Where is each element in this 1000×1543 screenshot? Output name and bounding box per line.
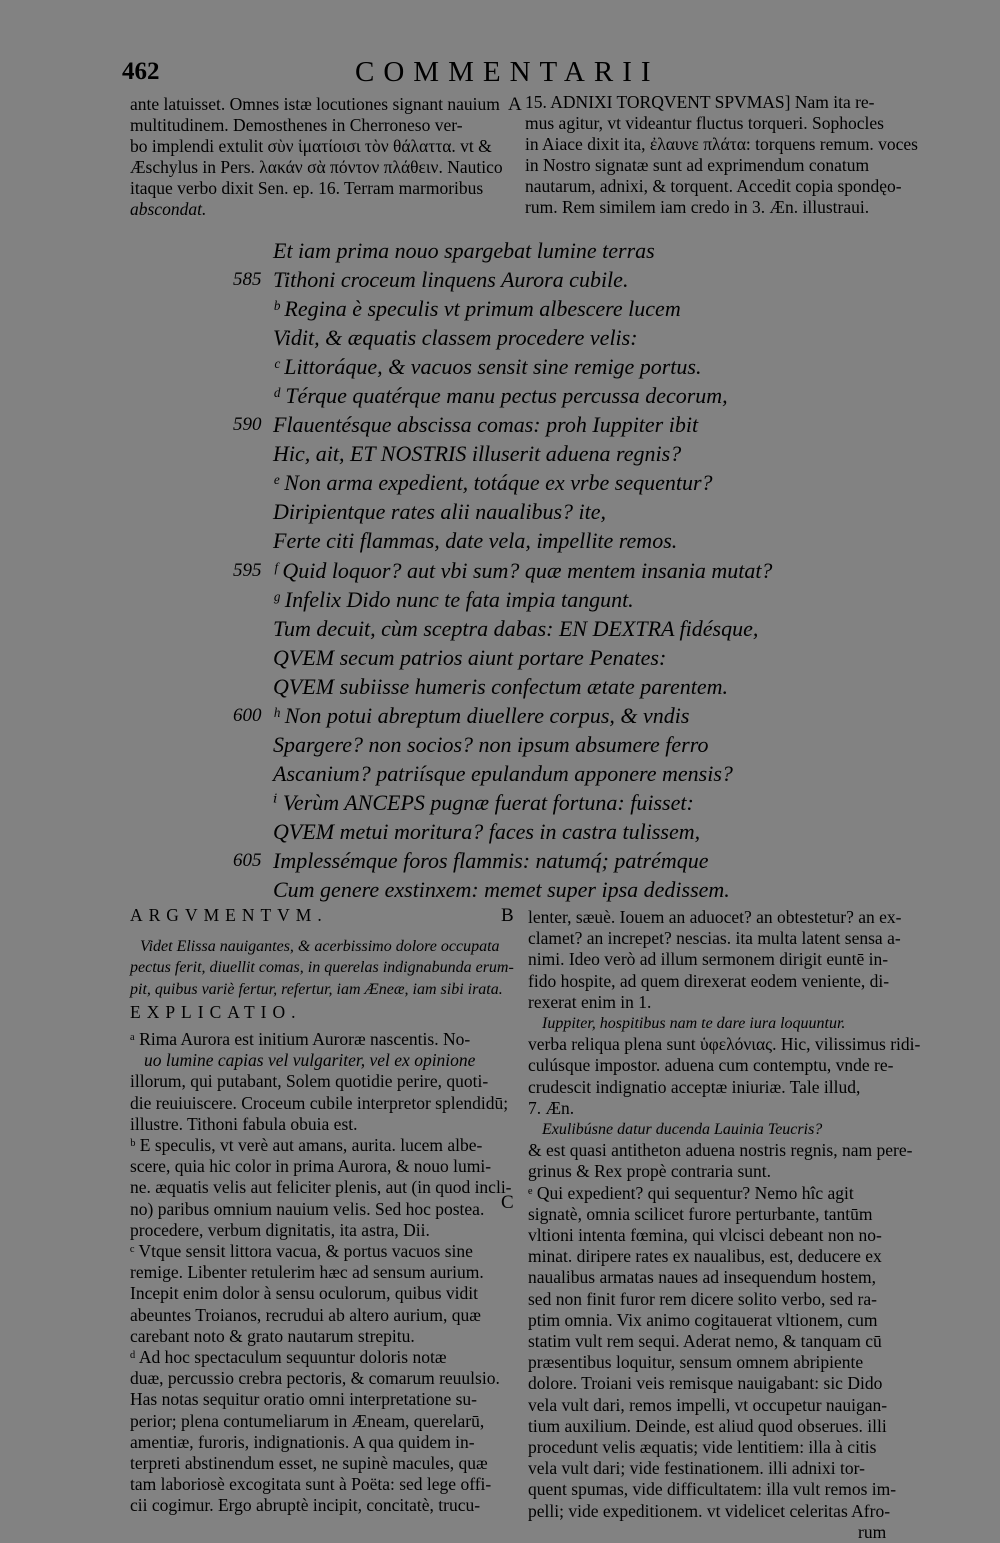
verse-line — [233, 265, 793, 294]
verse-line — [233, 439, 793, 468]
text-line: die reuiuiscere. Croceum cubile interpretor splendidū; — [130, 1092, 509, 1113]
text-line: in Aiace dixit ita, ἐλαυνε πλάτα: torquens remum. voces — [525, 134, 918, 154]
text-line: vela vult dari, remos impelli, vt occupetur nauigan- — [528, 1394, 888, 1415]
verse-text: ᵍ Infelix Dido nunc te fata impia tangunt. — [273, 586, 634, 612]
verse-text: Hic, ait, ET NOSTRIS illuserit aduena regnis? — [273, 441, 682, 467]
text-line: ᵇ E speculis, vt verè aut amans, aurita. lucem albe- — [130, 1135, 483, 1156]
text-line: remige. Libenter retulerim hæc ad sensum aurium. — [130, 1262, 484, 1283]
verse-text: ᵈ Térque quatérque manu pectus percussa decorum, — [273, 383, 728, 409]
text-line: terpreti abstinendum esset, ne supinè macules, quæ — [130, 1453, 488, 1474]
text-line: nimi. Ideo verò ad illum sermonem dirigit euntē in- — [528, 949, 889, 970]
argumentum-heading: ARGVMENTVM. — [130, 905, 328, 925]
margin-letter-a: A — [508, 94, 522, 115]
verse-text: ⁱ Verùm ANCEPS pugnæ fuerat fortuna: fuisset: — [273, 789, 694, 815]
text-line: vela vult dari; vide festinationem. illi adnixi tor- — [528, 1458, 865, 1479]
text-line: itaque verbo dixit Sen. ep. 16. Terram marmoribus — [130, 178, 484, 198]
verse-number: 590 — [233, 414, 262, 436]
text-line: Videt Elissa nauigantes, & acerbissimo dolore occupata — [140, 938, 500, 956]
verse-block — [233, 236, 793, 904]
verse-text: QVEM metui moritura? faces in castra tulissem, — [273, 818, 701, 844]
verse-line — [233, 846, 793, 875]
text-line: Incepit enim dolor à sensu oculorum, quibus vidit — [130, 1283, 479, 1304]
verse-line — [233, 759, 793, 788]
text-line: abscondat. — [130, 199, 207, 219]
top-right-commentary — [525, 92, 918, 218]
verse-line — [233, 526, 793, 555]
text-line: amentiæ, furoris, indignationis. A qua quidem in- — [130, 1431, 475, 1452]
verse-number: 605 — [233, 849, 262, 871]
text-line: rum. Rem similem iam credo in 3. Æn. illustraui. — [525, 197, 870, 217]
text-line: clamet? an increpet? nescias. ita multa latent sensa a- — [528, 928, 901, 949]
verse-line — [233, 730, 793, 759]
text-line: fido hospite, ad quem direxerat eodem veniente, di- — [528, 970, 890, 991]
verse-line — [233, 817, 793, 846]
text-line: culúsque impostor. aduena cum contemptu, vnde re- — [528, 1055, 894, 1076]
verse-line — [233, 701, 793, 730]
verse-text: Vidit, & æquatis classem procedere velis: — [273, 325, 638, 351]
verse-line — [233, 323, 793, 352]
verse-number: 595 — [233, 559, 262, 581]
verse-text: ᶠ Quid loquor? aut vbi sum? quæ mentem insania mutat? — [273, 557, 773, 583]
text-line: minat. diripere rates ex naualibus, est, deducere ex — [528, 1246, 882, 1267]
verse-text: Ferte citi flammas, date vela, impellite remos. — [273, 528, 678, 554]
margin-letter-b: B — [501, 905, 514, 926]
quotation-line: Exulibúsne datur ducenda Lauinia Teucris? — [542, 1121, 823, 1139]
text-line: & est quasi antitheton aduena nostris regnis, nam pere- — [528, 1140, 913, 1161]
text-line: mus agitur, vt videantur fluctus torqueri. Sophocles — [525, 113, 884, 133]
text-line: grinus & Rex propè contraria sunt. — [528, 1161, 772, 1182]
text-line: crudescit indignatio acceptæ iniuriæ. Tale illud, — [528, 1076, 861, 1097]
verse-text: Flauentésque abscissa comas: proh Iuppiter ibit — [273, 412, 699, 438]
text-line: pit, quibus variè fertur, refertur, iam Æneæ, iam sibi irata. — [130, 980, 503, 998]
text-line: abeuntes Troianos, recrudui ab altero aurium, quæ — [130, 1304, 481, 1325]
verse-text: Spargere? non socios? non ipsum absumere ferro — [273, 731, 709, 757]
verse-text: Tum decuit, cùm sceptra dabas: EN DEXTRA fidésque, — [273, 615, 759, 641]
page-number: 462 — [122, 58, 160, 85]
text-line: procedere, verbum dignitatis, ita astra, Dii. — [130, 1219, 430, 1240]
text-line: pelli; vide expeditionem. vt videlicet celeritas Afro- — [528, 1500, 891, 1521]
text-line: cii cogimur. Ergo abruptè incipit, concitatè, trucu- — [130, 1495, 481, 1516]
text-line: præsentibus loquitur, sensum omnem abripiente — [528, 1352, 864, 1373]
text-line: pectus ferit, diuellit comas, in querelas indignabunda erum- — [130, 959, 514, 977]
text-line: dolore. Troiani veis remisque nauigabant: sic Dido — [528, 1373, 883, 1394]
text-line: ptim omnia. Vix animo cogitauerat vltionem, cum — [528, 1309, 878, 1330]
text-line: scere, quia hic color in prima Aurora, & nouo lumi- — [130, 1156, 492, 1177]
quotation-line: Iuppiter, hospitibus nam te dare iura loquuntur. — [542, 1015, 846, 1033]
verse-line — [233, 875, 793, 904]
text-line: naualibus armatas naues ad insequendum hostem, — [528, 1267, 876, 1288]
text-line: carebant noto & grato nautarum strepitu. — [130, 1325, 415, 1346]
text-line: Has notas sequitur oratio omni interpretatione su- — [130, 1389, 478, 1410]
text-line: duæ, percussio crebra pectoris, & comarum reuulsio. — [130, 1368, 500, 1389]
verse-line — [233, 352, 793, 381]
verse-line — [233, 788, 793, 817]
lower-right-column — [528, 907, 921, 1543]
text-line: signatè, omnia scilicet furore perturbante, tantūm — [528, 1203, 873, 1224]
verse-text: Diripientque rates alii naualibus? ite, — [273, 499, 607, 525]
explicatio-heading: EXPLICATIO. — [130, 1001, 302, 1022]
text-line: rexerat enim in 1. — [528, 991, 652, 1012]
verse-text: QVEM subiisse humeris confectum ætate parentem. — [273, 673, 728, 699]
text-line: ne. æquatis velis aut feliciter plenis, aut (in quod incli- — [130, 1177, 512, 1198]
text-line: verba reliqua plena sunt ὑφελόνιας. Hic, vilissimus ridi- — [528, 1034, 921, 1055]
running-title: COMMENTARII — [355, 56, 660, 88]
text-line: perior; plena contumeliarum in Æneam, querelarū, — [130, 1410, 485, 1431]
verse-line — [233, 410, 793, 439]
text-line: ante latuisset. Omnes istæ locutiones signant nauium — [130, 94, 500, 114]
text-line: quent spumas, vide difficultatem: illa vult remos im- — [528, 1479, 897, 1500]
lower-left-column — [130, 905, 514, 1517]
explicatio-body — [130, 1029, 512, 1517]
catchword: rum — [858, 1521, 887, 1542]
verse-line — [233, 585, 793, 614]
verse-line — [233, 236, 793, 265]
text-line: uo lumine capias vel vulgariter, vel ex opinione — [144, 1050, 476, 1071]
text-line: bo implendi extulit σὺν ἱματίοισι τὸν θάλαττα. vt & — [130, 136, 492, 156]
text-line: in Nostro signatæ sunt ad exprimendum conatum — [525, 155, 870, 175]
text-line: vltioni intenta fœmina, qui vlcisci debeant non no- — [528, 1225, 882, 1246]
verse-text: ʰ Non potui abreptum diuellere corpus, & vndis — [273, 702, 690, 728]
verse-text: ᶜ Littoráque, & vacuos sensit sine remige portus. — [273, 354, 702, 380]
text-line: statim vult rem sequi. Aderat nemo, & tanquam cū — [528, 1331, 882, 1352]
text-line: ᵈ Ad hoc spectaculum sequuntur doloris notæ — [130, 1347, 447, 1368]
verse-text: QVEM secum patrios aiunt portare Penates: — [273, 644, 667, 670]
verse-line — [233, 381, 793, 410]
text-line: illorum, qui putabant, Solem quotidie perire, quoti- — [130, 1071, 489, 1092]
verse-text: Cum genere exstinxem: memet super ipsa dedissem. — [273, 877, 730, 903]
text-line: tam laboriosè excogitata sunt à Poëta: sed lege offi- — [130, 1474, 492, 1495]
text-line: ᶜ Vtque sensit littora vacua, & portus vacuos sine — [130, 1241, 473, 1262]
verse-text: ᵇ Regina è speculis vt primum albescere lucem — [273, 296, 681, 322]
text-line: lenter, sæuè. Iouem an aduocet? an obtestetur? an ex- — [528, 907, 902, 927]
text-line: ᵃ Rima Aurora est initium Auroræ nascentis. No- — [130, 1029, 471, 1050]
text-line: procedunt velis æquatis; vide lentitiem: illa à citis — [528, 1437, 877, 1458]
verse-line — [233, 556, 793, 585]
text-line: no) paribus omnium nauium velis. Sed hoc postea. — [130, 1198, 485, 1219]
text-line: 15. ADNIXI TORQVENT SPVMAS] Nam ita re- — [525, 92, 875, 112]
verse-line — [233, 468, 793, 497]
argumentum-body — [130, 936, 514, 1000]
verse-line — [233, 497, 793, 526]
verse-text: Ascanium? patriísque epulandum apponere mensis? — [273, 760, 733, 786]
text-line: Æschylus in Pers. λακάν σὰ πόντον πλάθειν. Nautico — [130, 157, 503, 177]
verse-line — [233, 294, 793, 323]
verse-number: 585 — [233, 269, 262, 291]
verse-line — [233, 672, 793, 701]
verse-text: Implessémque foros flammis: natumq́; patrémque — [273, 847, 709, 873]
text-line: sed non finit furor rem dicere solito verbo, sed ra- — [528, 1288, 877, 1309]
text-line: ᵉ Qui expedient? qui sequentur? Nemo hîc agit — [528, 1182, 854, 1203]
verse-text: Tithoni croceum linquens Aurora cubile. — [273, 267, 629, 293]
text-line: tium auxilium. Deinde, est aliud quod obserues. illi — [528, 1415, 887, 1436]
verse-text: Et iam prima nouo spargebat lumine terras — [273, 238, 655, 263]
verse-number: 600 — [233, 704, 262, 726]
verse-text: ᵉ Non arma expedient, totáque ex vrbe sequentur? — [273, 470, 713, 496]
margin-letter-c: C — [501, 1192, 514, 1213]
top-left-commentary — [130, 94, 503, 220]
text-line: illustre. Tithoni fabula obuia est. — [130, 1113, 358, 1134]
verse-line — [233, 614, 793, 643]
text-line: multitudinem. Demosthenes in Cherroneso ver- — [130, 115, 463, 135]
text-line: 7. Æn. — [528, 1097, 575, 1118]
text-line: nautarum, adnixi, & torquent. Accedit copia spondęo- — [525, 176, 902, 196]
verse-line — [233, 643, 793, 672]
